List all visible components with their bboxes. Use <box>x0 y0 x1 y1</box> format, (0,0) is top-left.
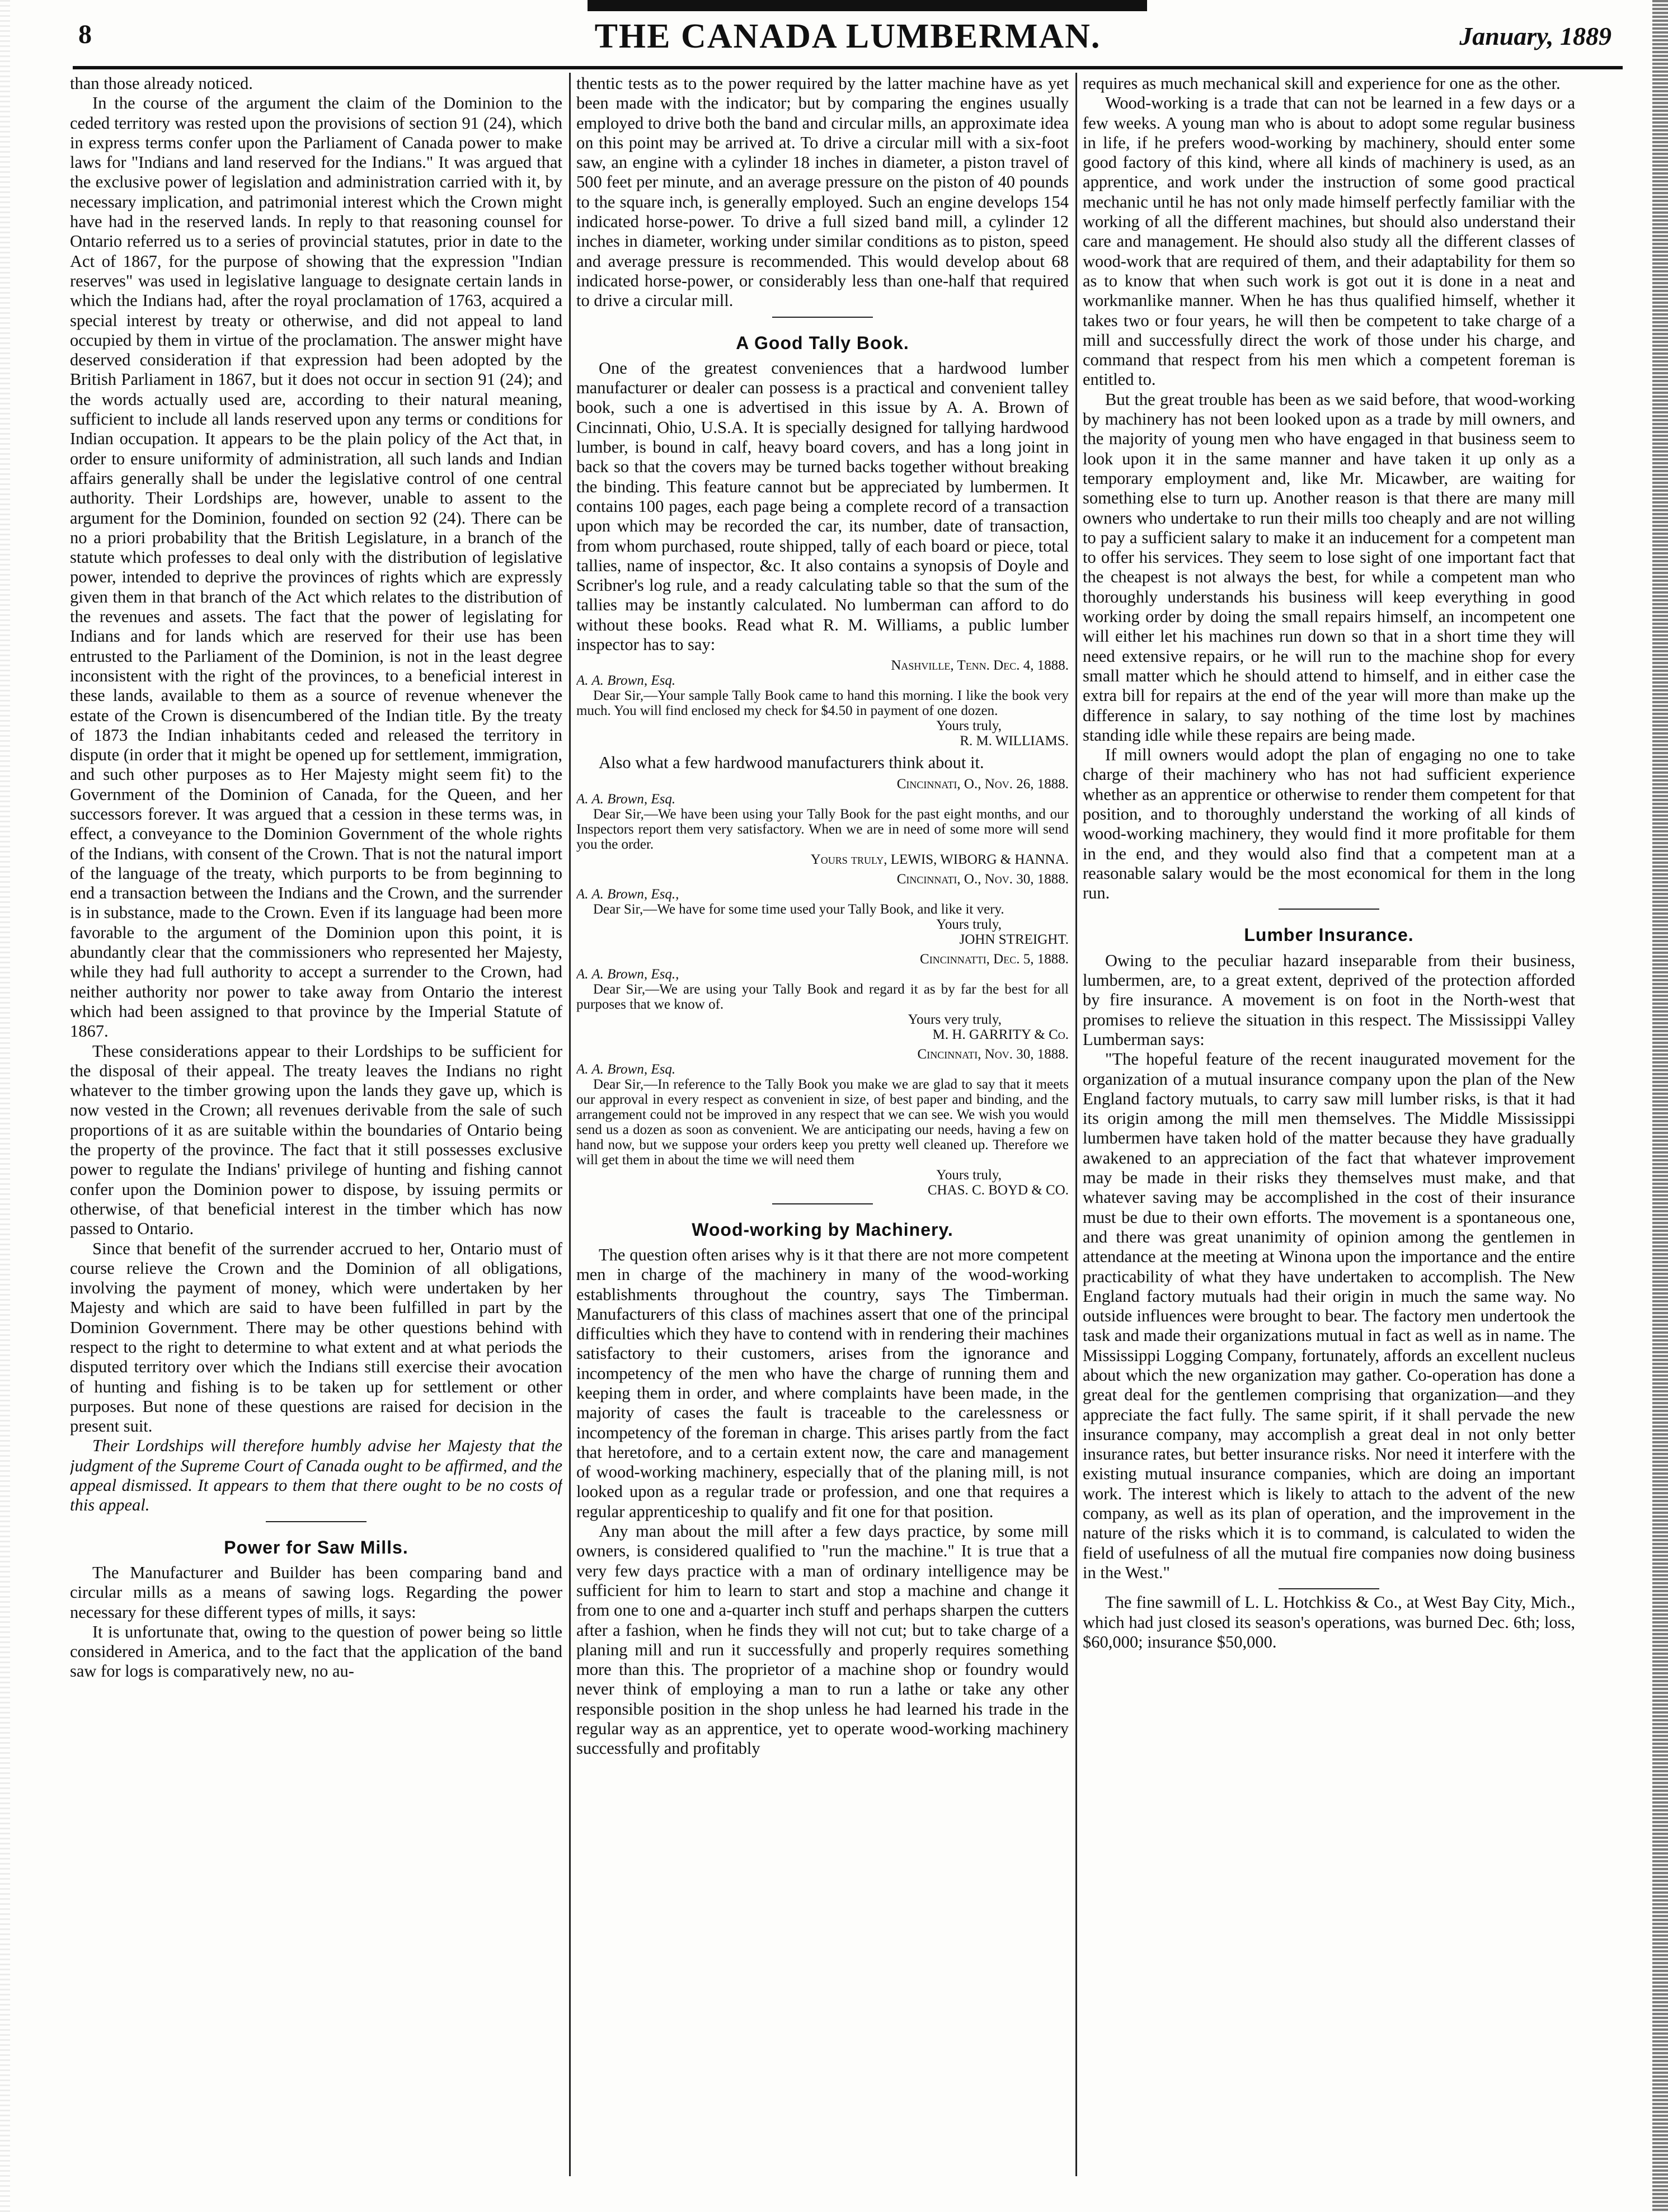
paragraph: If mill owners would adopt the plan of engaging no one to take charge of their machinery who has not had sufficient experience whether as an apprentice or otherwise to render them competent for that position, and to thoroughly understand the working of all kinds of wood-working machinery, they would find it more profitable for them in the end, and they would also find that a competent man at a reasonable salary would be the most economical for them in the long run. <box>1083 745 1575 903</box>
letter-closing: Yours truly, <box>936 718 1002 734</box>
paragraph: It is unfortunate that, owing to the question of power being so little considered in America, and to the fact that the application of the band saw for logs is comparatively new, no au- <box>70 1622 562 1681</box>
letter-garrity <box>576 952 1069 1042</box>
paragraph: Their Lordships will therefore humbly advise her Majesty that the judgment of the Supreme Court of Canada ought to be affirmed, and the appeal dismissed. It appears to them that there ought to be no costs of this appeal. <box>70 1436 562 1515</box>
newspaper-title: THE CANADA LUMBERMAN. <box>594 17 1101 55</box>
paragraph: Wood-working is a trade that can not be learned in a few days or a few weeks. A young man who is about to adopt some regular business in life, if he prefers wood-working by machinery, should enter some good factory of this kind, where all kinds of machinery is used, as an apprentice, and work under the instruction of some good practical mechanic until he has not only made himself perfectly familiar with the working of all the different machines, but should also understand their care and management. He should also study all the different classes of wood-work that are required of them, and their adaptability for them so as to know that when such work is got out it is done in a neat and workmanlike manner. When he has thus qualified himself, whether it takes two or four years, he will then be competent to take charge of a mill and successfully direct the work of those under his charge, and command that respect from his men which a competent foreman is entitled to. <box>1083 93 1575 389</box>
masthead <box>73 12 1623 68</box>
letter-body: Dear Sir,—We are using your Tally Book and regard it as by far the best for all purposes that we know of. <box>576 981 1069 1012</box>
letter-addressee: A. A. Brown, Esq., <box>576 966 679 982</box>
section-rule <box>1279 1588 1379 1589</box>
column-2 <box>576 74 1069 2177</box>
letter-closing: Yours truly, <box>936 916 1002 932</box>
paragraph: Any man about the mill after a few days practice, by some mill owners, is considered qualified to "run the machine." It is true that a very few days practice with a man of ordinary intelligence may be sufficient for him to learn to start and stop a machine and change it from one to one and a-quarter inch stuff and perhaps sharpen the cutters after a fashion, when he finds they will not cut; but to take charge of a planing mill and run it successfully and properly requires something more than this. The proprietor of a machine shop or foundry would never think of employing a man to run a lathe or take any other responsible position in the shop unless he had learned his trade in the regular way as an apprentice, yet to operate wood-working machinery successfully and profitably <box>576 1522 1069 1758</box>
paragraph: thentic tests as to the power required by the latter machine have as yet been made with the indicator; but by comparing the engines usually employed to drive both the band and circular mills, an approximate idea on this point may be arrived at. To drive a circular mill with a six-foot saw, an engine with a cylinder 18 inches in diameter, a piston travel of 500 feet per minute, and an average pressure on the piston of 40 pounds to the square inch, is generally employed. Such an engine develops 154 indicated horse-power. To drive a full sized band mill, a cylinder 12 inches in diameter, working under similar conditions as to piston, speed and average pressure is recommended. This would develop about 68 indicated horse-power, or considerably less than one-half that required to drive a circular mill. <box>576 74 1069 310</box>
letter-placedate: Cincinnati, O., Nov. 30, 1888. <box>896 871 1069 887</box>
page-edge-left <box>0 0 10 2212</box>
letter-closing: Yours truly, <box>936 1167 1002 1183</box>
top-ink-bar <box>588 0 1147 11</box>
letter-addressee: A. A. Brown, Esq. <box>576 791 676 807</box>
letter-addressee: A. A. Brown, Esq. <box>576 673 676 689</box>
letter-signature: JOHN STREIGHT. <box>959 931 1069 947</box>
letter-closing: Yours very truly, <box>908 1011 1002 1027</box>
paragraph: The question often arises why is it that there are not more competent men in charge of the machinery in many of the wood-working establishments throughout the country, says The Timberman. Manufacturers of this class of machines assert that one of the principal difficulties which they have to contend with in rendering their machines satisfactory to their customers, arises from the ignorance and incompetency of the men who have the charge of running them and keeping them in order, and where complaints have been made, in the majority of cases the fault is traceable to the carelessness or incompetency of the foreman in charge. This arises partly from the fact that heretofore, and to a certain extent now, the care and management of wood-working machinery, especially that of the planing mill, is not looked upon as a regular trade or profession, and one that requires a regular apprenticeship to qualify and fit one for that position. <box>576 1245 1069 1521</box>
letter-placedate: Nashville, Tenn. Dec. 4, 1888. <box>891 658 1069 674</box>
letter-body: Dear Sir,—Your sample Tally Book came to hand this morning. I like the book very much. You will find enclosed my check for $4.50 in payment of one dozen. <box>576 688 1069 719</box>
letter-body: Dear Sir,—We have been using your Tally Book for the past eight months, and our Inspectors report them very satisfactory. When we are in need of some more will send you the order. <box>576 806 1069 852</box>
paragraph: than those already noticed. <box>70 74 253 93</box>
letter-addressee: A. A. Brown, Esq., <box>576 886 679 902</box>
letter-addressee: A. A. Brown, Esq. <box>576 1061 676 1077</box>
headline-a-good-tally-book: A Good Tally Book. <box>736 332 909 353</box>
letter-signature: CHAS. C. BOYD & CO. <box>927 1182 1069 1198</box>
header-rule <box>73 66 1623 69</box>
letter-body: Dear Sir,—We have for some time used your Tally Book, and like it very. <box>593 901 1004 917</box>
paragraph: The fine sawmill of L. L. Hotchkiss & Co., at West Bay City, Mich., which had just closed its season's operations, was burned Dec. 6th; loss, $60,000; insurance $50,000. <box>1083 1593 1575 1651</box>
page-number: 8 <box>78 20 92 49</box>
paragraph: Owing to the peculiar hazard inseparable from their business, lumbermen, are, to a great extent, deprived of the protection afforded by fire insurance. A movement is on foot in the North-west that promises to relieve the situation in this respect. The Mississippi Valley Lumberman says: <box>1083 950 1575 1049</box>
letter-signature: R. M. WILLIAMS. <box>960 733 1069 749</box>
headline-wood-working-by-machinery: Wood-working by Machinery. <box>692 1219 953 1240</box>
paragraph: requires as much mechanical skill and experience for one as the other. <box>1083 74 1561 93</box>
letter-placedate: Cincinnati, Nov. 30, 1888. <box>917 1046 1069 1062</box>
letter-boyd <box>576 1047 1069 1198</box>
paragraph: The Manufacturer and Builder has been comparing band and circular mills as a means of sawing logs. Regarding the power necessary for these different types of mills, it says: <box>70 1562 562 1622</box>
page-edge-right <box>1652 0 1668 2212</box>
section-rule <box>1279 909 1379 910</box>
headline-lumber-insurance: Lumber Insurance. <box>1244 925 1414 945</box>
headline-power-for-saw-mills: Power for Saw Mills. <box>224 1537 408 1557</box>
letter-signature: M. H. GARRITY & Co. <box>932 1027 1069 1042</box>
column-3 <box>1083 74 1575 2177</box>
column-1 <box>70 74 562 2177</box>
section-rule <box>772 317 873 318</box>
issue-date: January, 1889 <box>1459 22 1611 50</box>
letter-body: Dear Sir,—In reference to the Tally Book you make we are glad to say that it meets our approval in every respect as convenient in size, of best paper and binding, and the arrangement could not be improved in any respect that we can see. We wish you would send us a dozen as soon as convenient. We are anticipating our needs, having a few on hand now, but we suppose your orders keep you pretty well cleaned up. Therefore we will get them in about the time we will need them <box>576 1076 1069 1168</box>
paragraph: In the course of the argument the claim of the Dominion to the ceded territory was rested upon the provisions of section 91 (24), which in express terms confer upon the Parliament of Canada power to make laws for "Indians and land reserved for the Indians." It was argued that the exclusive power of legislation and administration carried with it, by necessary implication, and patrimonial interest which the Crown might have had in the reserved lands. In reply to that reasoning counsel for Ontario referred us to a series of provincial statutes, prior in date to the Act of 1867, for the purpose of showing that the expression "Indian reserves" was used in legislative language to designate certain lands in which the Indians had, after the royal proclamation of 1763, acquired a special interest by treaty or otherwise, and did not appeal to land occupied by them in virtue of the proclamation. The answer might have deserved consideration if that expression had been adopted by the British Parliament in 1867, but it does not occur in section 91 (24); and the words actually used are, according to their natural meaning, sufficient to include all lands reserved upon any terms or conditions for Indian occupation. It appears to be the plain policy of the Act that, in order to ensure uniformity of administration, all such lands and Indian affairs generally shall be under the legislative control of one central authority. Their Lordships are, however, unable to assent to the argument for the Dominion, founded on section 92 (24). There can be no a priori probability that the British Legislature, in a branch of the statute which professes to deal only with the distribution of legislative power, intended to deprive the provinces of rights which are expressly given them in that branch of the Act which relates to the distribution of the revenues and assets. The fact that the power of legislating for Indians and for lands which are reserved for their use has been entrusted to the Parliament of the Dominion, is not in the least degree inconsistent with the right of the provinces, to a beneficial interest in these lands, available to them as a source of revenue whenever the estate of the Crown is disencumbered of the Indian title. By the treaty of 1873 the Indian inhabitants ceded and released the territory in dispute (in order that it might be opened up for settlement, immigration, and such other purposes as to Her Majesty might seem fit) to the Government of the Dominion of Canada, for the Queen, and her successors forever. It was argued that a cession in these terms was, in effect, a conveyance to the Dominion Government of the whole rights of the Indians, with consent of the Crown. That is not the natural import of the language of the treaty, which purports to be from beginning to end a transaction between the Indians and the Crown, and the surrender is in substance, made to the Crown. Even if its language had been more favorable to the argument of the Dominion upon this point, it is abundantly clear that the commissioners who represented her Majesty, while they had full authority to accept a surrender to the Crown, had neither authority nor power to take away from Ontario the interest which had been assigned to that province by the Imperial Statute of 1867. <box>70 93 562 1041</box>
paragraph: But the great trouble has been as we said before, that wood-working by machinery has not been looked upon as a trade by mill owners, and the majority of young men who have engaged in that business seem to look upon it in the same manner and have taken it up only as a temporary employment and, like Mr. Micawber, are waiting for something else to turn up. Another reason is that there are many mill owners who undertake to run their mills too cheaply and are not willing to pay a sufficient salary to make it an inducement for a competent man to offer his services. They seem to lose sight of one important fact that the cheapest is not always the best, for while a competent man who thoroughly understands his business will keep everything in good working order by doing the small repairs himself, an incompetent one will either let his machines run down so that in a short time they will need extensive repairs, or he will run to the machine shop for every small matter which he should attend to himself, and in either case the extra bill for repairs at the end of the year will more than make up the difference in salary, to say nothing of the time lost by machines standing idle while these repairs are being made. <box>1083 389 1575 745</box>
section-rule <box>266 1521 367 1522</box>
letter-placedate: Cincinnatti, Dec. 5, 1888. <box>920 951 1069 967</box>
letter-john-streight <box>576 872 1069 947</box>
letter-williams <box>576 658 1069 749</box>
letter-placedate: Cincinnati, O., Nov. 26, 1888. <box>896 776 1069 792</box>
paragraph: Also what a few hardwood manufacturers think about it. <box>599 753 984 773</box>
letter-lewis-wiborg-hanna <box>576 776 1069 867</box>
column-divider <box>1075 73 1077 2176</box>
quoted-paragraph: "The hopeful feature of the recent inaugurated movement for the organization of a mutual insurance company upon the plan of the New England factory mutuals, to carry saw mill lumber risks, is that it had its origin among the mill men themselves. The Middle Mississippi lumbermen have taken hold of the matter because they have gradually awakened to an appreciation of the fact that whatever improvement may be made in their risks they themselves must make, and that whatever saving may be accomplished in the cost of their insurance must be due to their own efforts. The movement is a spontaneous one, and there was great unanimity of opinion among the gentlemen in attendance at the meeting at Winona upon the importance and the entire practicability of what they have undertaken to accomplish. The New England factory mutuals had their origin in much the same way. No outside influences were brought to bear. The factory men undertook the task and made their organizations mutual in fact as well as in name. The Mississippi Logging Company, fortunately, affords an excellent nucleus about which the new organization may gather. Co-operation has done a great deal for the gentlemen comprising that organization—and they appreciate the fact fully. The same spirit, if it shall pervade the new insurance company, may accomplish a great deal in not only better insurance rates, but better insurance risks. Nor need it interfere with the existing mutual insurance companies, which are doing an important work. The interest which is likely to attach to the advent of the new company, as well as its plan of operation, and the improvement in the nature of the risks which it is to command, is calculated to widen the field of usefulness of all the mutual fire companies now doing business in the West." <box>1083 1049 1575 1582</box>
paragraph: One of the greatest conveniences that a hardwood lumber manufacturer or dealer can possess is a practical and convenient talley book, such a one is advertised in this issue by A. A. Brown of Cincinnati, Ohio, U.S.A. It is specially designed for tallying hardwood lumber, is bound in calf, heavy board covers, and has a long joint in back so that the covers may be turned backs together without breaking the binding. This feature cannot but be appreciated by lumbermen. It contains 100 pages, each page being a complete record of a transaction upon which may be recorded the car, its number, date of transaction, from whom purchased, route shipped, tally of each board or piece, total tallies, name of inspector, &c. It also contains a synopsis of Doyle and Scribner's log rule, and a ready calculating table so that the sum of the tallies may be instantly calculated. No lumberman can afford to do without these books. Read what R. M. Williams, a public lumber inspector has to say: <box>576 358 1069 655</box>
section-rule <box>772 1203 873 1204</box>
column-divider <box>569 73 571 2176</box>
paragraph: These considerations appear to their Lordships to be sufficient for the disposal of their appeal. The treaty leaves the Indians no right whatever to the timber growing upon the lands they gave up, which is now vested in the Crown; all revenues derivable from the sale of such proportions of it as are suitable within the boundaries of Ontario being the property of the province. The fact that it still possesses exclusive power to regulate the Indians' privilege of hunting and fishing cannot confer upon the Dominion power to dispose, by issuing permits or otherwise, of that beneficial interest in the timber which has now passed to Ontario. <box>70 1041 562 1239</box>
letter-signature: Yours truly, LEWIS, WIBORG & HANNA. <box>810 851 1069 867</box>
paragraph: Since that benefit of the surrender accrued to her, Ontario must of course relieve the Crown and the Dominion of all obligations, involving the payment of money, which were undertaken by her Majesty and which are said to have been fulfilled in part by the Dominion Government. There may be other questions behind with respect to the right to determine to what extent and at what periods the disputed territory over which the Indians still exercise their avocation of hunting and fishing is to be taken up for settlement or other purposes. But none of these questions are raised for decision in the present suit. <box>70 1239 562 1436</box>
